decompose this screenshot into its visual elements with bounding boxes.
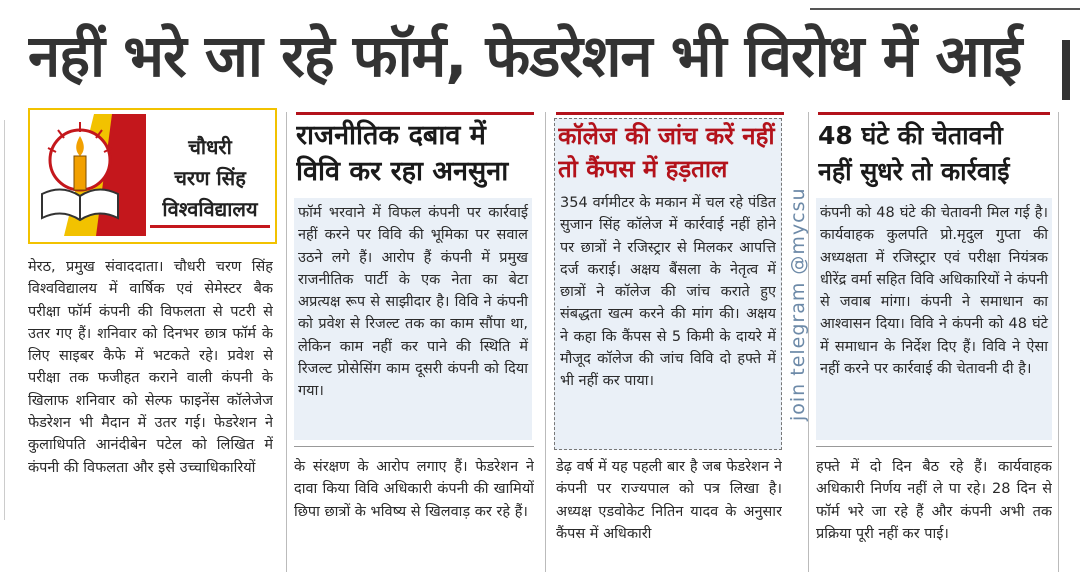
university-logo: [28, 108, 277, 244]
watermark-text: join telegram @mycsu: [787, 187, 809, 421]
col2-heading: [296, 118, 536, 194]
column-divider: [1058, 112, 1059, 572]
col3-heading: [558, 120, 780, 186]
university-emblem-icon: [34, 114, 146, 236]
col3-box: 354 वर्गमीटर के मकान में चल रहे पंडित सुजान सिंह कॉलेज में कार्रवाई नहीं होने पर छात्रों ने रजिस्ट्रार से मिलकर आपत्ति दर्ज कराई। अक्षय बैंसला के नेतृत्व में छात्रों ने कॉलेज की जांच कराते हुए संबद्धता खत्म करने की मांग की। अक्षय ने कहा कि कैंपस से 5 किमी के दायरे में मौजूद कॉलेज की जांच विवि दो हफ्ते में भी नहीं कर पाया।: [560, 195, 776, 390]
col2-box: फॉर्म भरवाने में विफल कंपनी पर कार्रवाई नहीं करने पर विवि की भूमिका पर सवाल उठने लगे हैं। आरोप हैं कंपनी में प्रमुख राजनीतिक पार्टी के एक नेता का बेटा अप्रत्यक्ष रूप से साझीदार है। विवि ने कंपनी को प्रवेश से रिजल्ट तक का काम सौंपा था, लेकिन काम नहीं कर पाने की स्थिति में रिजल्ट प्रोसेसिंग काम दूसरी कंपनी को दिया गया।: [294, 198, 532, 440]
col3-rule: [556, 112, 784, 115]
col1-body: मेरठ, प्रमुख संवाददाता। चौधरी चरण सिंह विश्वविद्यालय में वार्षिक एवं सेमेस्टर बैक परीक्षा फॉर्म कंपनी की विफलता से पटरी से उतर गए हैं। शनिवार को दिनभर छात्र फॉर्म के लिए साइबर कैफे में भटकते रहे। प्रवेश से परीक्षा तक फजीहत कराने वाली कंपनी के खिलाफ शनिवार को सेल्फ फाइनेंस कॉलेजेज फेडरेशन भी मैदान में उतर गई। फेडरेशन ने कुलाधिपति आनंदीबेन पटेल को लिखित में कंपनी की विफलता और इसे उच्चाधिकारियों: [28, 259, 273, 476]
col4-heading-line: नहीं सुधरे तो कार्रवाई: [818, 157, 1010, 186]
col4-bottom: हफ्ते में दो दिन बैठ रहे हैं। कार्यवाहक अधिकारी निर्णय नहीं ले पा रहे। 28 दिन से फॉर्म भरे जा रहे हैं और कंपनी अभी तक प्रक्रिया पूरी नहीं कर पाई।: [816, 459, 1052, 542]
left-clipped-column: [0, 120, 10, 560]
column-divider: [545, 112, 546, 572]
col4-box-rule: [816, 446, 1052, 447]
top-rule: [810, 0, 1080, 10]
logo-line: चरण सिंह: [174, 166, 246, 190]
col2-heading-line: विवि कर रहा अनसुना: [296, 156, 509, 187]
col3-bottom: डेढ़ वर्ष में यह पहली बार है जब फेडरेशन ने कंपनी पर राज्यपाल को पत्र लिखा है। अध्यक्ष एडवोकेट नितिन यादव के अनुसार कैंपस में अधिकारी: [556, 459, 782, 542]
col3-heading-line: कॉलेज की जांच करें नहीं: [558, 122, 775, 150]
logo-line: चौधरी: [188, 135, 232, 159]
col2-rule: [296, 112, 534, 115]
col2-bottom: के संरक्षण के आरोप लगाए हैं। फेडरेशन ने दावा किया विवि अधिकारी कंपनी की खामियों छिपा छात्रों के भविष्य से खिलवाड़ कर रहे हैं।: [294, 459, 534, 520]
telegram-watermark: [778, 150, 818, 450]
right-clipped-column: [1062, 36, 1080, 556]
col3-heading-line: तो कैंपस में हड़ताल: [558, 153, 727, 186]
col4-heading-line: 48 घंटे की चेतावनी: [818, 121, 1003, 150]
logo-line: विश्वविद्यालय: [150, 194, 270, 228]
column-divider: [286, 112, 287, 572]
col2-box-rule: [294, 446, 534, 447]
logo-text: [150, 132, 270, 232]
col4-heading: [818, 118, 1054, 194]
col4-box: कंपनी को 48 घंटे की चेतावनी मिल गई है। कार्यवाहक कुलपति प्रो.मृदुल गुप्ता की अध्यक्षता में रजिस्ट्रार एवं परीक्षा नियंत्रक धीरेंद्र वर्मा सहित विवि अधिकारियों ने कंपनी से जवाब मांगा। कंपनी ने समाधान का आश्वासन दिया। विवि ने कंपनी को 48 घंटे में समाधान के निर्देश दिए हैं। विवि ने ऐसा नहीं करने पर कार्रवाई की चेतावनी दी है।: [816, 198, 1052, 440]
main-headline: नहीं भरे जा रहे फॉर्म, फेडरेशन भी विरोध में आई: [28, 22, 1022, 90]
col4-rule: [818, 112, 1050, 115]
col2-heading-line: राजनीतिक दबाव में: [296, 120, 486, 151]
